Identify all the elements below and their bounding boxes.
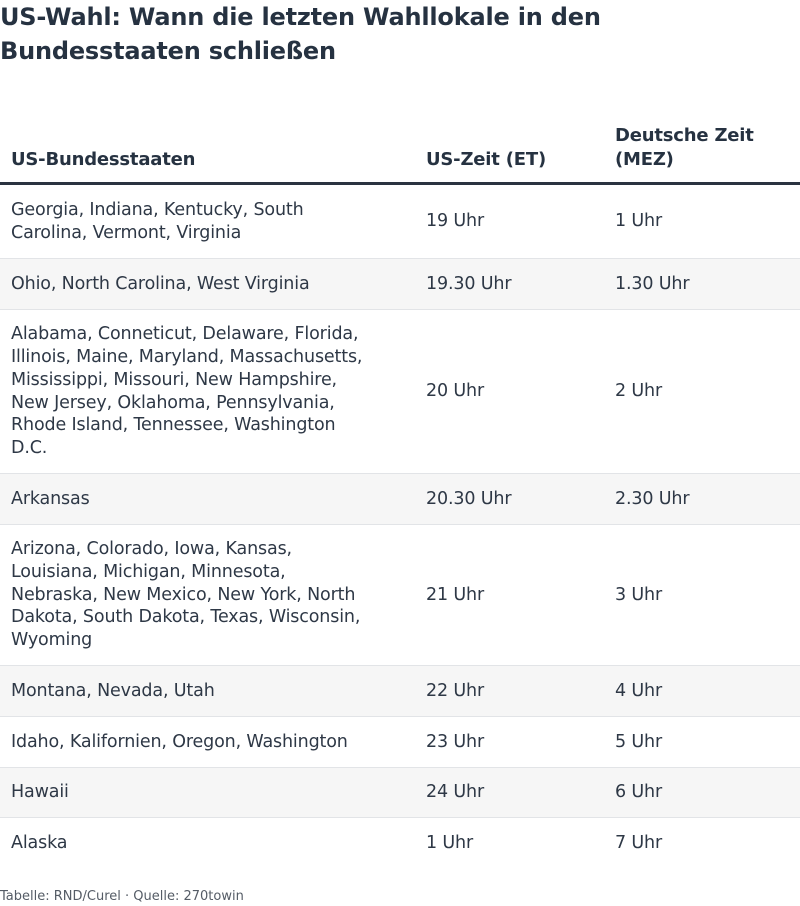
header-states: US-Bundesstaaten bbox=[11, 149, 196, 170]
source-note: Tabelle: RND/Curel · Quelle: 270towin bbox=[0, 889, 244, 904]
us-time-cell: 24 Uhr bbox=[426, 782, 485, 803]
us-time-cell: 21 Uhr bbox=[426, 584, 485, 605]
table-row bbox=[0, 259, 800, 310]
table-row bbox=[0, 666, 800, 717]
table-row bbox=[0, 474, 800, 525]
states-cell: Georgia, Indiana, Kentucky, South Carolina, Vermont, Virginia bbox=[11, 199, 304, 243]
table-row bbox=[0, 525, 800, 666]
german-time-cell: 1.30 Uhr bbox=[615, 273, 690, 294]
table-row bbox=[0, 310, 800, 474]
german-time-cell: 1 Uhr bbox=[615, 211, 663, 232]
us-time-cell: 22 Uhr bbox=[426, 680, 485, 701]
german-time-cell: 5 Uhr bbox=[615, 731, 663, 752]
states-cell: Idaho, Kalifornien, Oregon, Washington bbox=[11, 731, 348, 752]
us-time-cell: 20.30 Uhr bbox=[426, 488, 512, 509]
german-time-cell: 2.30 Uhr bbox=[615, 488, 690, 509]
german-time-cell: 6 Uhr bbox=[615, 782, 663, 803]
german-time-cell: 4 Uhr bbox=[615, 680, 663, 701]
us-time-cell: 19 Uhr bbox=[426, 211, 485, 232]
us-time-cell: 20 Uhr bbox=[426, 381, 485, 402]
states-cell: Hawaii bbox=[11, 782, 69, 803]
states-cell: Montana, Nevada, Utah bbox=[11, 680, 215, 701]
page-title: US-Wahl: Wann die letzten Wahllokale in den Bundesstaaten schließen bbox=[0, 3, 601, 65]
us-time-cell: 1 Uhr bbox=[426, 833, 474, 854]
us-time-cell: 23 Uhr bbox=[426, 731, 485, 752]
states-cell: Arizona, Colorado, Iowa, Kansas, Louisiana, Michigan, Minnesota, Nebraska, New Mexico, New York, North Dakota, South Dakota, Texas, Wisconsin, Wyoming bbox=[11, 539, 361, 651]
header-german-time: Deutsche Zeit (MEZ) bbox=[615, 125, 754, 170]
states-cell: Alabama, Conneticut, Delaware, Florida, Illinois, Maine, Maryland, Massachusetts, Mississippi, Missouri, New Hampshire, New Jersey, Oklahoma, Pennsylvania, Rhode Island, Tennessee, Washington D.C. bbox=[11, 324, 363, 459]
table-row bbox=[0, 818, 800, 869]
table-row bbox=[0, 768, 800, 818]
table-header bbox=[0, 110, 800, 185]
german-time-cell: 2 Uhr bbox=[615, 381, 663, 402]
table-row bbox=[0, 717, 800, 768]
german-time-cell: 3 Uhr bbox=[615, 584, 663, 605]
states-cell: Ohio, North Carolina, West Virginia bbox=[11, 273, 310, 294]
states-cell: Alaska bbox=[11, 833, 68, 854]
german-time-cell: 7 Uhr bbox=[615, 833, 663, 854]
us-time-cell: 19.30 Uhr bbox=[426, 273, 512, 294]
header-us-time: US-Zeit (ET) bbox=[426, 149, 546, 170]
states-cell: Arkansas bbox=[11, 488, 90, 509]
closing-times-table bbox=[0, 110, 800, 869]
table-row bbox=[0, 185, 800, 259]
